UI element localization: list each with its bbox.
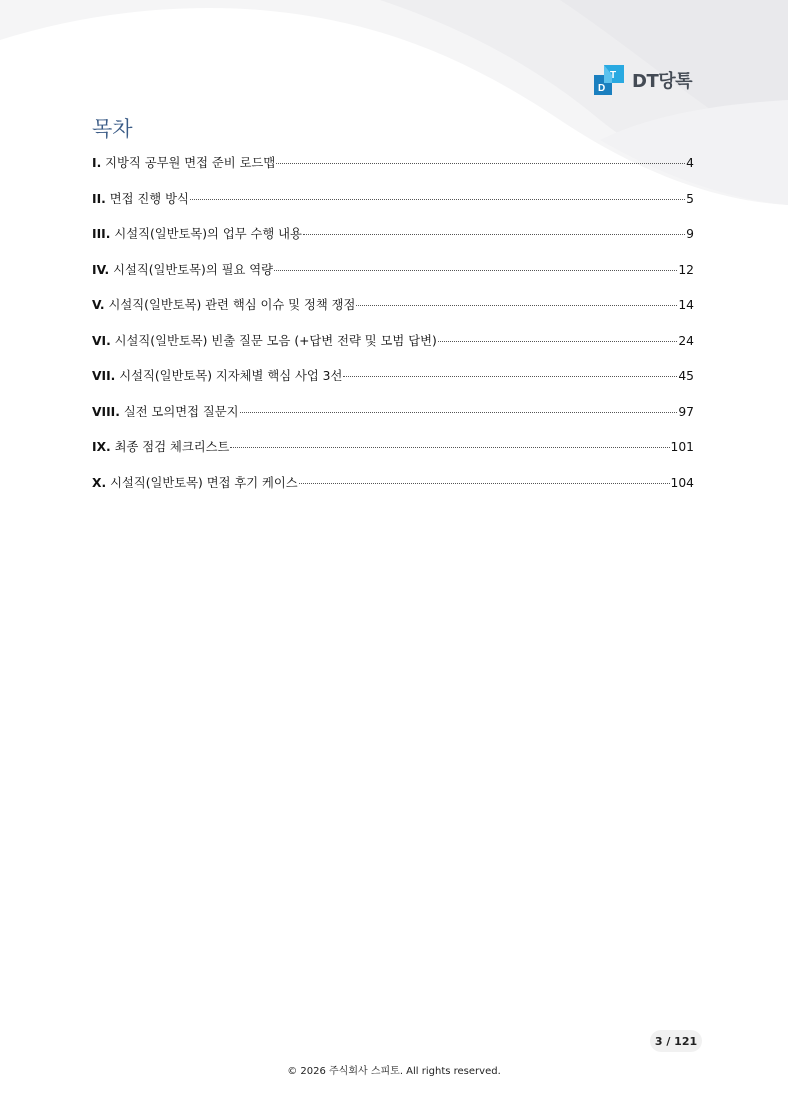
toc-item-label: 시설직(일반토목) 면접 후기 케이스 xyxy=(106,475,298,490)
toc-item-number: II. xyxy=(92,191,106,206)
toc-item-page: 14 xyxy=(678,298,694,312)
toc-leader-dots xyxy=(230,447,669,448)
logo-letter-top: T xyxy=(610,70,617,81)
toc-item[interactable] xyxy=(92,437,694,473)
brand-logo xyxy=(590,62,692,98)
toc-item-label: 시설직(일반토목) 빈출 질문 모음 (+답변 전략 및 모범 답변) xyxy=(110,333,437,348)
logo-cube-icon xyxy=(590,61,630,99)
toc-item[interactable] xyxy=(92,153,694,189)
toc-item[interactable] xyxy=(92,189,694,225)
toc-leader-dots xyxy=(274,270,677,271)
toc-item[interactable] xyxy=(92,331,694,367)
toc-item-number: VI. xyxy=(92,333,111,348)
toc-item-number: V. xyxy=(92,298,105,312)
toc-item-page: 104 xyxy=(670,475,694,490)
toc-item-page: 12 xyxy=(678,262,694,277)
toc-item-number: X. xyxy=(92,475,107,490)
logo-letter-side: D xyxy=(598,83,606,94)
table-of-contents xyxy=(92,153,694,508)
toc-item[interactable] xyxy=(92,473,694,509)
toc-item[interactable] xyxy=(92,260,694,296)
toc-item-page: 4 xyxy=(686,156,694,170)
toc-item[interactable] xyxy=(92,402,694,438)
toc-leader-dots xyxy=(303,234,685,235)
toc-item-page: 97 xyxy=(678,404,694,419)
toc-item-label: 시설직(일반토목) 관련 핵심 이슈 및 정책 쟁점 xyxy=(104,298,356,312)
toc-item-number: VIII. xyxy=(92,404,120,419)
logo-text: DT당톡 xyxy=(632,71,692,92)
toc-item[interactable] xyxy=(92,295,694,331)
toc-leader-dots xyxy=(299,483,670,484)
toc-leader-dots xyxy=(438,341,678,342)
toc-item-label: 면접 진행 방식 xyxy=(105,191,189,206)
toc-leader-dots xyxy=(276,163,685,164)
copyright-footer: © 2026 주식회사 스피토. All rights reserved. xyxy=(287,1066,501,1077)
toc-item-label: 시설직(일반토목) 지자체별 핵심 사업 3선 xyxy=(115,369,343,383)
toc-item[interactable] xyxy=(92,224,694,260)
toc-item-number: IV. xyxy=(92,262,110,277)
toc-item-page: 9 xyxy=(686,227,694,241)
toc-item-number: I. xyxy=(92,156,102,170)
toc-item-number: VII. xyxy=(92,369,116,383)
toc-item-number: IX. xyxy=(92,440,111,454)
toc-title: 목차 xyxy=(92,117,133,141)
toc-item-label: 지방직 공무원 면접 준비 로드맵 xyxy=(101,156,276,170)
toc-item-page: 24 xyxy=(678,333,694,348)
toc-item-label: 최종 점검 체크리스트 xyxy=(110,440,230,454)
toc-leader-dots xyxy=(190,199,685,200)
toc-item-label: 시설직(일반토목)의 업무 수행 내용 xyxy=(110,227,302,241)
toc-leader-dots xyxy=(343,376,677,377)
toc-item-label: 시설직(일반토목)의 필요 역량 xyxy=(109,262,274,277)
toc-leader-dots xyxy=(356,305,677,306)
page-indicator: 3 / 121 xyxy=(650,1030,702,1052)
toc-leader-dots xyxy=(240,412,678,413)
toc-item-number: III. xyxy=(92,227,111,241)
toc-item-label: 실전 모의면접 질문지 xyxy=(119,404,239,419)
toc-item[interactable] xyxy=(92,366,694,402)
toc-item-page: 5 xyxy=(686,191,694,206)
toc-item-page: 45 xyxy=(678,369,694,383)
toc-item-page: 101 xyxy=(670,440,694,454)
